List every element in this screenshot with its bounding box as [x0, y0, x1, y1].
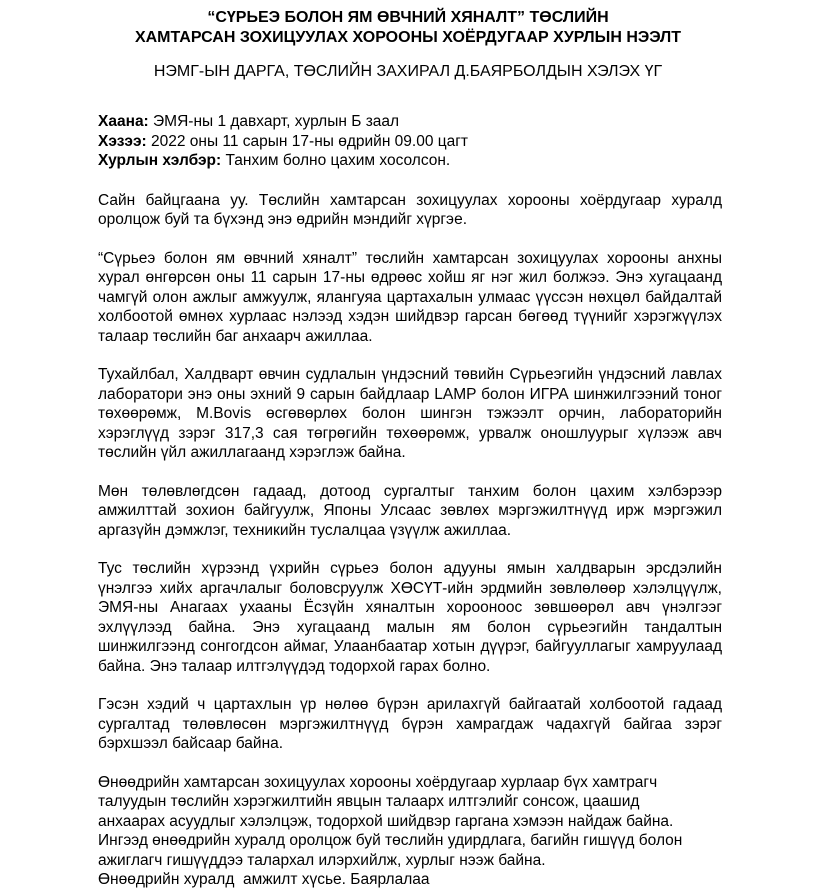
closing-line: Ингээд өнөөдрийн хуралд оролцож буй төслийн удирдлага, багийн гишүүд болон	[98, 832, 683, 849]
paragraph-lab-equipment: Тухайлбал, Халдварт өвчин судлалын үндэсний төвийн Сүрьеэгийн үндэсний лавлах лаборатори энэ оны эхний 9 сарын байдлаар LAMP болон ИГРА шинжилгээний тоног төхөөрөмж, M.Bovis өсгөвөрлөх болон шингэн тэжээлт орчин, лабораторийн хэрэглүүд зэрэг 317,3 сая төгрөгийн төхөөрөмж, урвалж оношлуурыг хүлээж авч төслийн үйл ажиллагаанд хэрэглэж байна.	[98, 366, 722, 461]
meeting-meta	[98, 112, 818, 171]
paragraph-challenges: Гэсэн хэдий ч цартахлын үр нөлөө бүрэн арилахгүй байгаатай холбоотой гадаад сургалтад төлөвлөсөн мэргэжилтнүүд бүрэн хамрагдаж чадахгүй байгаа зэрэг бэрхшээл байсаар байна.	[98, 696, 722, 752]
title-line-2: ХАМТАРСАН ЗОХИЦУУЛАХ ХОРООНЫ ХОЁРДУГААР ХУРЛЫН НЭЭЛТ	[134, 29, 682, 46]
paragraph-greeting: Сайн байцгаана уу. Төслийн хамтарсан зохицуулах хорооны хоёрдугаар хуралд оролцож буй та бүхэнд энэ өдрийн мэндийг хүргэе.	[98, 191, 722, 228]
meta-where-value: ЭМЯ-ны 1 давхарт, хурлын Б заал	[148, 113, 400, 130]
paragraph-trainings: Мөн төлөвлөгдсөн гадаад, дотоод сургалтыг танхим болон цахим хэлбэрээр амжилттай зохион байгуулж, Японы Улсаас зөвлөх мэргэжилтнүүд ирж мэргэжил аргазүйн дэмжлэг, техникийн туслалцаа үзүүлж ажиллаа.	[98, 482, 722, 539]
meta-where	[98, 112, 818, 132]
closing-block	[98, 773, 722, 890]
closing-line: талуудын төслийн хэрэгжилтийн явцын талаарх илтгэлийг сонсож, цаашид	[98, 793, 640, 810]
paragraph-risk-assessment: Тус төслийн хүрээнд үхрийн сүрьеэ болон адууны ямын халдварын эрсдэлийн үнэлгээ хийх аргачлалыг боловсруулж ХӨСҮТ-ийн эрдмийн зөвлөлөөр хэлэлцүүлж, ЭМЯ-ны Анагаах ухааны Ёсзүйн хяналтын хорооноос зөвшөөрөл авч үнэлгээг эхлүүлээд байна. Энэ хугацаанд малын ям болон сүрьеэгийн тандалтын шинжилгээнд сонгогдсон аймаг, Улаанбаатар хотын дүүрэг, байгууллагыг хамруулаад байна. Энэ талаар илтгэлүүдэд тодорхой гарах болно.	[98, 560, 722, 675]
meta-when	[98, 132, 818, 152]
meta-format-value: Танхим болно цахим хосолсон.	[221, 152, 451, 169]
closing-line: Өнөөдрийн хуралд амжилт хүсье. Баярлалаа	[98, 871, 430, 888]
meta-when-value: 2022 оны 11 сарын 17-ны өдрийн 09.00 цагт	[146, 132, 469, 150]
meta-format-label: Хурлын хэлбэр:	[98, 152, 222, 169]
document-title	[98, 8, 718, 48]
closing-line: ажиглагч гишүүддээ талархал илэрхийлж, хурлыг нээж байна.	[98, 851, 546, 869]
closing-line: анхаарах асуудлыг хэлэлцэж, тодорхой шийдвэр гаргана хэмээн найдаж байна.	[98, 812, 674, 830]
paragraph-first-meeting: “Сүрьеэ болон ям өвчний хяналт” төслийн хамтарсан зохицуулах хорооны анхны хурал өнгөрсөн оны 11 сарын 17-ны өдрөөс хойш яг нэг жил болжээ. Энэ хугацаанд чамгүй олон ажлыг амжуулж, ялангуяа цартахалын улмаас үүссэн нөхцөл байдалтай холбоотой өмнөх хурлаас нэлээд хэдэн шийдвэр гарсан бөгөөд түүнийг хэрэгжүүлэх талаар төслийн баг анхаарч ажиллаа.	[98, 249, 722, 345]
document-subtitle: НЭМГ-ЫН ДАРГА, ТӨСЛИЙН ЗАХИРАЛ Д.БАЯРБОЛДЫН ХЭЛЭХ ҮГ	[153, 63, 663, 80]
meta-format	[98, 151, 818, 171]
closing-line: Өнөөдрийн хамтарсан зохицуулах хорооны хоёрдугаар хурлаар бүх хамтрагч	[98, 773, 658, 791]
title-line-1: “СҮРЬЕЭ БОЛОН ЯМ ӨВЧНИЙ ХЯНАЛТ” ТӨСЛИЙН	[207, 9, 609, 26]
meta-when-label: Хэзээ:	[98, 132, 147, 150]
meta-where-label: Хаана:	[98, 113, 149, 130]
